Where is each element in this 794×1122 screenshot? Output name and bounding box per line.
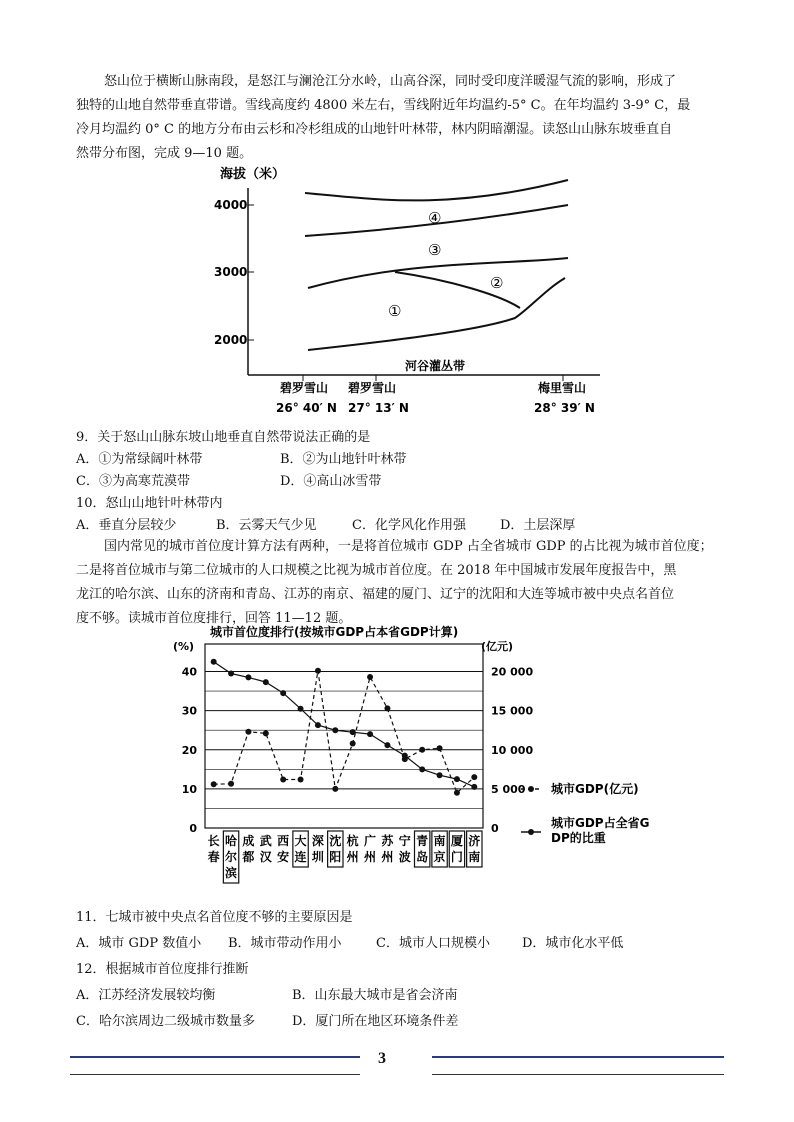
q9-option-c[interactable]: C．③为高寒荒漠带 (76, 474, 190, 489)
share-point (350, 729, 356, 735)
intro2-line-1: 国内常见的城市首位度计算方法有两种，一是将首位城市 GDP 占全省城市 GDP 的占比视为城市首位度； (104, 539, 713, 554)
category-label: 南 (433, 834, 446, 848)
left-tick-label: 30 (181, 704, 197, 718)
q12-option-a[interactable]: A．江苏经济发展较均衡 (76, 988, 216, 1003)
share-point (384, 742, 390, 748)
category-label: 武 (259, 834, 272, 848)
intro-line-2: 独特的山地自然带垂直带谱。雪线高度约 4800 米左右，雪线附近年均温约-5° C。在年均温约 3-9° C，最 (76, 98, 691, 113)
category-label: 西 (277, 834, 290, 848)
q12-option-d[interactable]: D．厦门所在地区环境条件差 (292, 1014, 459, 1029)
gdp-point (298, 777, 304, 783)
category-label: 岛 (416, 850, 429, 864)
valley-shrub-label: 河谷灌丛带 (405, 359, 466, 373)
q11-option-c[interactable]: C．城市人口规模小 (376, 936, 490, 951)
q9-stem: 9．关于怒山山脉东坡山地垂直自然带说法正确的是 (76, 430, 371, 445)
share-point (263, 679, 269, 685)
gdp-point (280, 777, 286, 783)
footer-rule-right (432, 1056, 724, 1058)
place-2-coord: 27° 13′ N (348, 401, 409, 415)
left-tick-label: 10 (181, 782, 197, 796)
category-label: 连 (294, 850, 307, 864)
category-label: 都 (242, 850, 255, 864)
gdp-point (263, 730, 269, 736)
legend-share-marker (528, 829, 534, 835)
q10-stem: 10．怒山山地针叶林带内 (76, 496, 223, 511)
category-label: 青 (416, 834, 429, 848)
q10-option-b[interactable]: B．云雾天气少见 (216, 518, 317, 533)
category-label: 济 (468, 834, 481, 848)
q10-option-a[interactable]: A．垂直分层较少 (76, 518, 177, 533)
place-1-coord: 26° 40′ N (276, 401, 337, 415)
share-point (419, 766, 425, 772)
intro2-line-2: 二是将首位城市与第二位城市的人口规模之比视为城市首位度。在 2018 年中国城市发展年度报告中，黑 (76, 563, 677, 578)
legend-gdp-marker (528, 786, 534, 792)
category-label: 大 (294, 834, 307, 848)
gdp-point (437, 745, 443, 751)
right-tick-label: 5 000 (491, 782, 526, 796)
zone-3-label: ③ (428, 241, 442, 259)
category-label: 宁 (398, 834, 411, 848)
valley-shrub-curve (308, 278, 565, 350)
category-label: 成 (242, 834, 255, 848)
q9-option-b[interactable]: B．②为山地针叶林带 (280, 452, 407, 467)
share-series-line (214, 662, 475, 787)
category-label: 门 (450, 850, 463, 864)
category-label: 广 (364, 834, 377, 848)
right-tick-label: 10 000 (491, 743, 534, 757)
share-point (228, 671, 234, 677)
place-2-name: 碧罗雪山 (348, 381, 397, 395)
category-label: 阳 (329, 850, 342, 864)
place-1-name: 碧罗雪山 (280, 381, 329, 395)
q9-option-a[interactable]: A．①为常绿阔叶林带 (76, 452, 203, 467)
gdp-point (332, 786, 338, 792)
fig1-ytick-2000: 2000 (214, 333, 248, 347)
category-label: 州 (346, 850, 359, 864)
category-label: 波 (398, 850, 411, 864)
zone-1-label: ① (388, 302, 402, 320)
q12-stem: 12．根据城市首位度排行推断 (76, 962, 249, 977)
zone3-lower-curve (308, 258, 568, 288)
q12-option-c[interactable]: C．哈尔滨周边二级城市数量多 (76, 1014, 255, 1029)
footer-thin-left (70, 1074, 360, 1075)
left-tick-label: 20 (181, 743, 197, 757)
gdp-point (419, 747, 425, 753)
q10-option-c[interactable]: C．化学风化作用强 (352, 518, 466, 533)
q11-option-b[interactable]: B．城市带动作用小 (228, 936, 342, 951)
category-label: 尔 (225, 850, 238, 864)
intro-line-3: 冷月均温约 0° C 的地方分布由云杉和冷杉组成的山地针叶林带，林内阴暗潮湿。读怒山山脉东坡垂直自 (76, 122, 673, 137)
share-point (211, 659, 217, 665)
category-label: 长 (207, 834, 220, 848)
share-point (454, 776, 460, 782)
category-label: 州 (364, 850, 377, 864)
share-point (332, 727, 338, 733)
fig1-ytick-4000: 4000 (214, 198, 248, 212)
gdp-point (384, 705, 390, 711)
share-point (280, 690, 286, 696)
share-point (315, 722, 321, 728)
share-point (367, 731, 373, 737)
zone-2-label: ② (490, 274, 504, 292)
footer-thin-right (432, 1074, 724, 1075)
vertical-zone-diagram (200, 160, 620, 420)
gdp-point (315, 668, 321, 674)
category-label: 春 (207, 850, 220, 864)
legend-share-label: 城市GDP占全省G DP的比重 (551, 816, 650, 845)
left-tick-label: 0 (189, 822, 197, 835)
share-point (298, 706, 304, 712)
chart-title: 城市首位度排行(按城市GDP占本省GDP计算) (210, 625, 459, 639)
intro2-line-4: 度不够。读城市首位度排行，回答 11—12 题。 (76, 611, 352, 626)
category-label: 杭 (346, 834, 359, 848)
gdp-point (367, 674, 373, 680)
chart-left-unit: (%) (173, 640, 195, 653)
category-label: 州 (381, 850, 394, 864)
legend-gdp-label: 城市GDP(亿元) (551, 782, 639, 796)
share-point (437, 772, 443, 778)
page-number: 3 (378, 1050, 386, 1067)
fig1-ylabel: 海拔（米） (220, 167, 286, 182)
q10-option-d[interactable]: D．土层深厚 (500, 518, 576, 533)
category-label: 圳 (311, 850, 324, 864)
share-point (471, 784, 477, 790)
chart-right-unit: (亿元) (481, 640, 514, 653)
snowline-curve (305, 180, 568, 200)
place-3-name: 梅里雪山 (538, 381, 587, 395)
footer-rule-left (70, 1056, 360, 1058)
q11-option-a[interactable]: A．城市 GDP 数值小 (76, 936, 202, 951)
gdp-point (350, 741, 356, 747)
gdp-point (454, 790, 460, 796)
q9-option-d[interactable]: D．④高山冰雪带 (280, 474, 382, 489)
gdp-point (245, 729, 251, 735)
city-primacy-chart (165, 622, 695, 892)
category-label: 深 (311, 834, 324, 848)
category-label: 滨 (225, 866, 238, 880)
place-3-coord: 28° 39′ N (534, 401, 595, 415)
category-label: 苏 (381, 834, 394, 848)
gdp-point (471, 774, 477, 780)
q11-stem: 11．七城市被中央点名首位度不够的主要原因是 (76, 910, 353, 925)
intro-line-4: 然带分布图，完成 9—10 题。 (76, 146, 253, 161)
category-label: 京 (433, 850, 446, 864)
gdp-point (211, 781, 217, 787)
right-tick-label: 0 (491, 822, 499, 835)
share-point (402, 753, 408, 759)
left-tick-label: 40 (181, 665, 197, 679)
intro2-line-3: 龙江的哈尔滨、山东的济南和青岛、江苏的南京、福建的厦门、辽宁的沈阳和大连等城市被中央点名首位 (76, 587, 675, 602)
share-point (245, 674, 251, 680)
category-label: 沈 (329, 834, 342, 848)
intro-line-1: 怒山位于横断山脉南段，是怒江与澜沧江分水岭，山高谷深，同时受印度洋暖湿气流的影响，形成了 (104, 74, 677, 89)
gdp-point (228, 781, 234, 787)
right-tick-label: 15 000 (491, 704, 534, 718)
category-label: 安 (277, 850, 290, 864)
category-label: 厦 (450, 834, 463, 848)
q12-option-b[interactable]: B．山东最大城市是省会济南 (292, 988, 458, 1003)
category-label: 哈 (225, 834, 238, 848)
right-tick-label: 20 000 (491, 665, 534, 679)
category-label: 汉 (259, 850, 272, 864)
fig1-ytick-3000: 3000 (214, 265, 248, 279)
category-label: 南 (468, 850, 481, 864)
q11-option-d[interactable]: D．城市化水平低 (522, 936, 624, 951)
zone-4-label: ④ (428, 209, 442, 227)
